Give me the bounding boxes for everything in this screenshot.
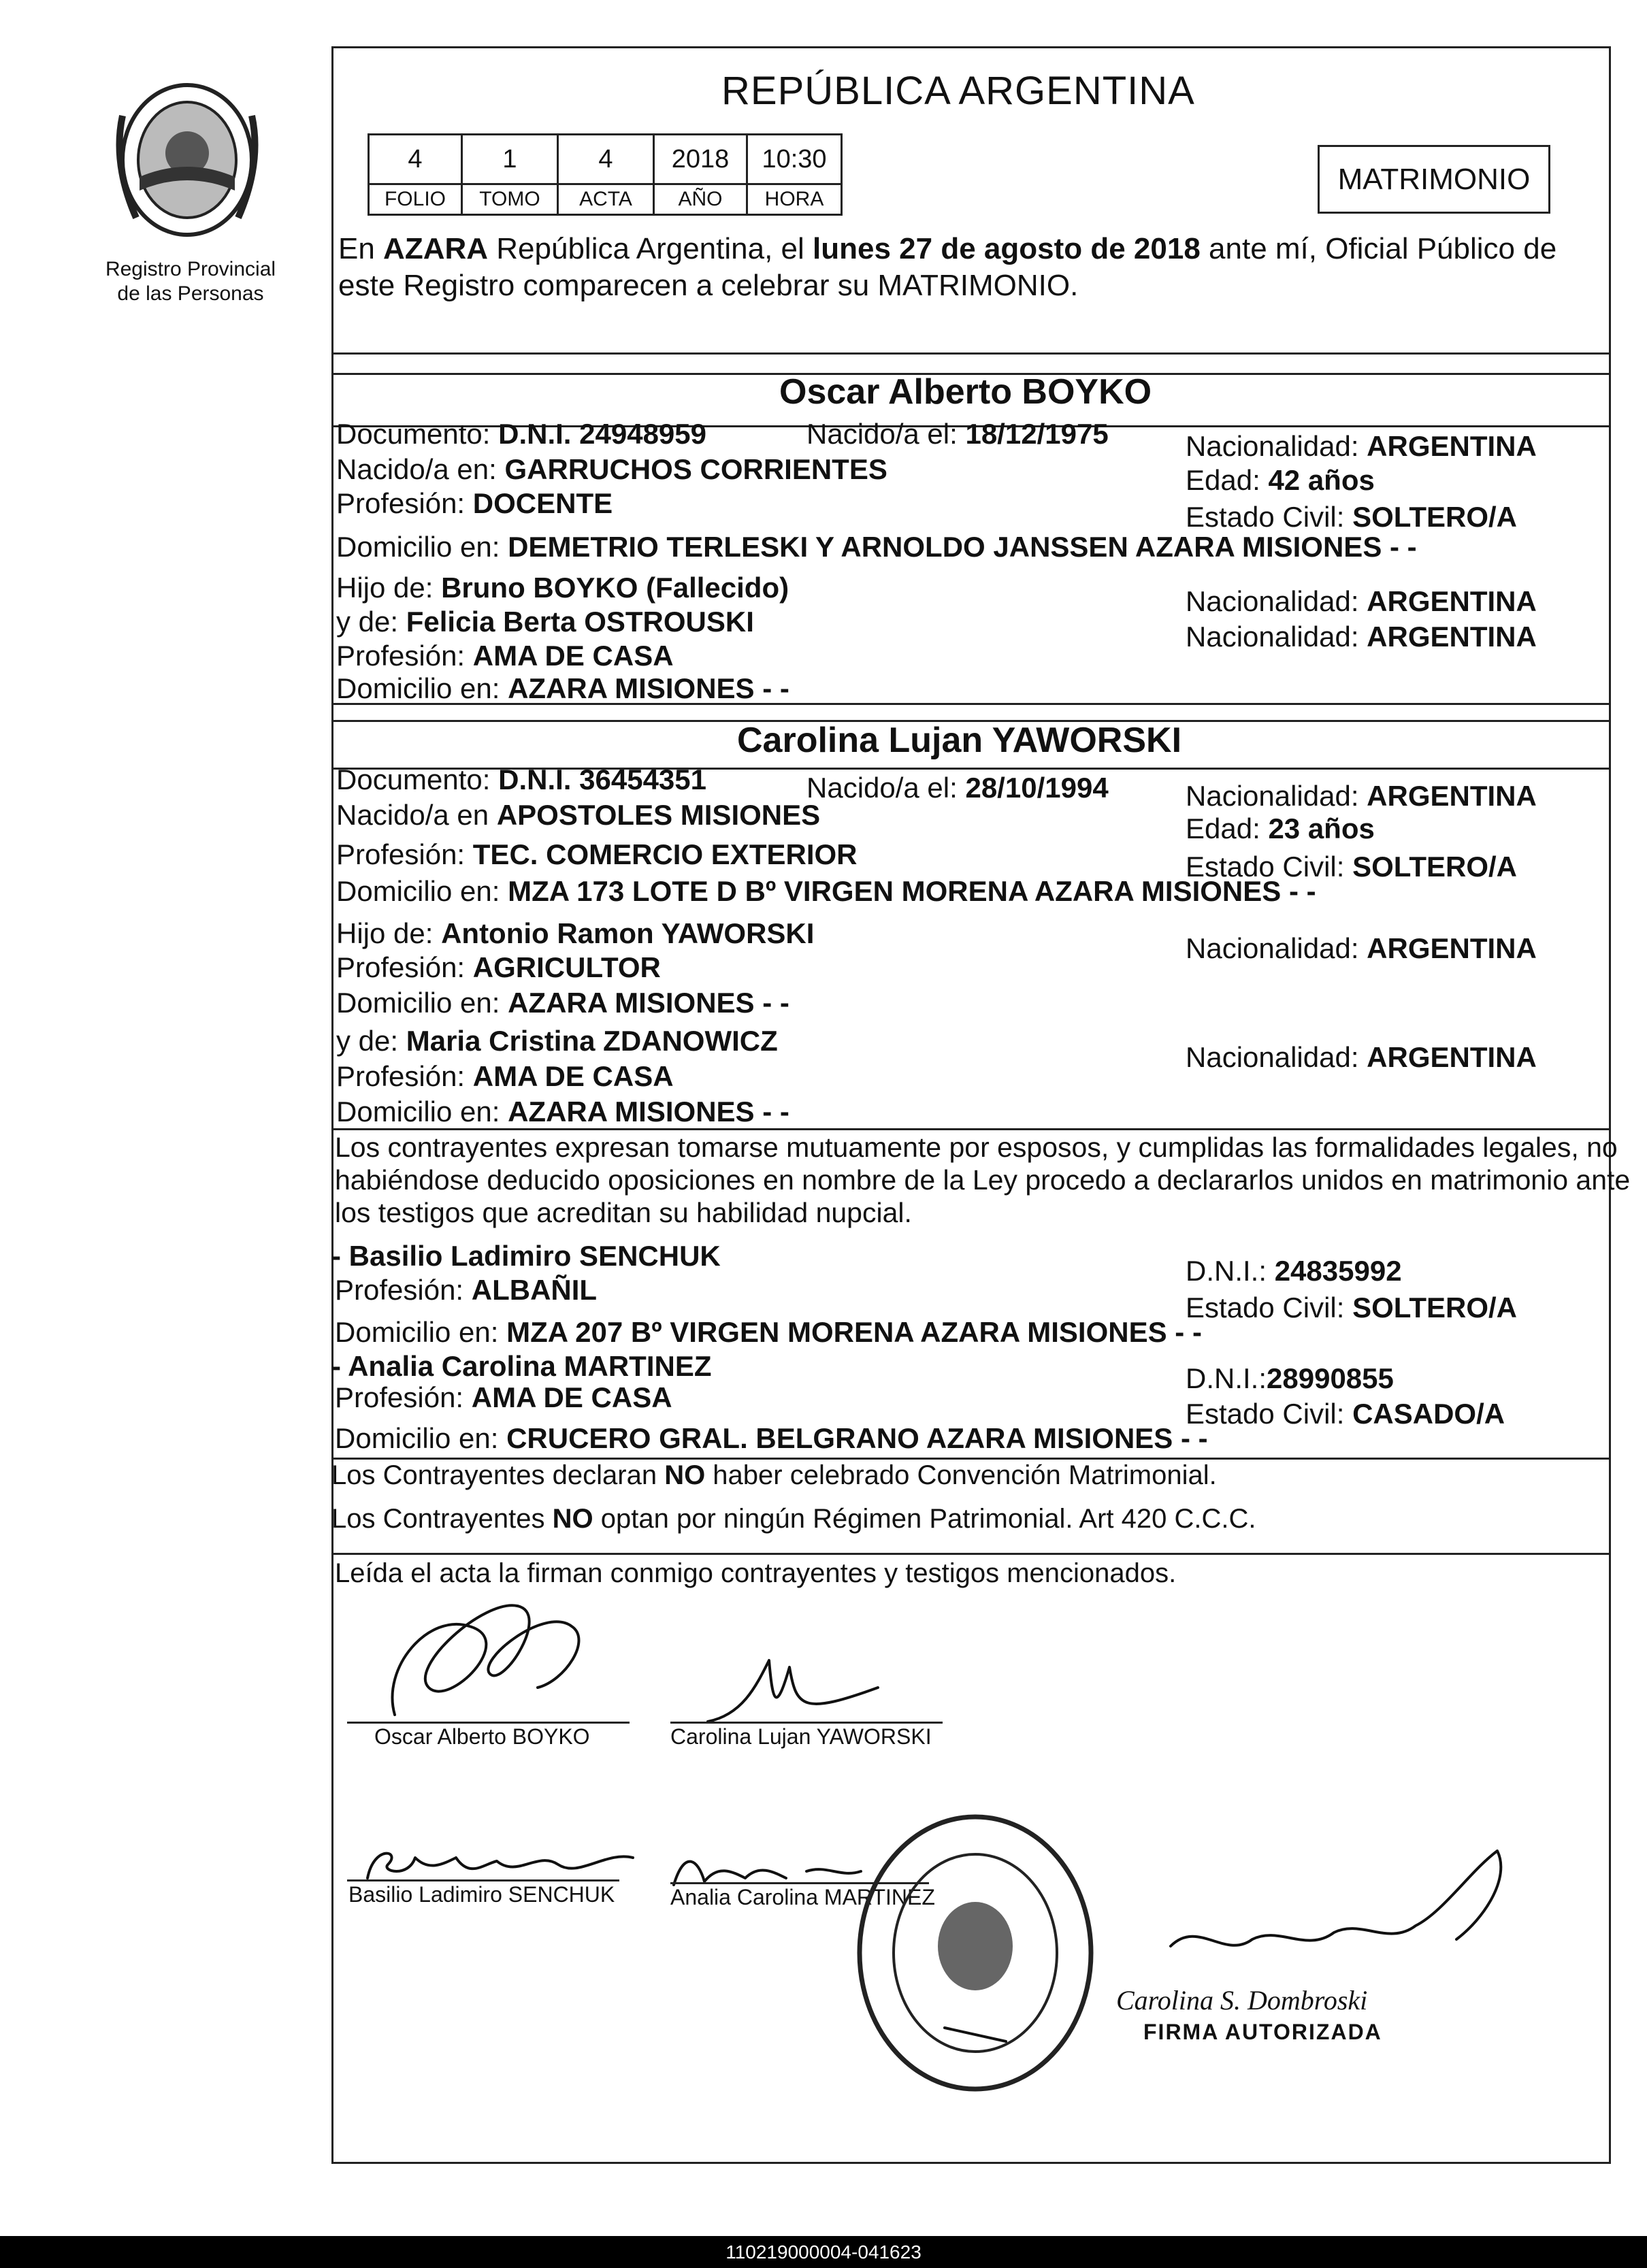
signature-oscar-boyko <box>368 1585 613 1722</box>
signature-name-basilio: Basilio Ladimiro SENCHUK <box>348 1882 615 1907</box>
field-label: Profesión: <box>335 1274 472 1306</box>
acta-value: 4 <box>558 135 654 184</box>
spouse2-name-heading: Carolina Lujan YAWORSKI <box>737 721 1182 760</box>
signature-carolina-yaworski <box>701 1647 905 1728</box>
field-value: MZA 173 LOTE D Bº VIRGEN MORENA AZARA MISIONES - - <box>508 875 1316 907</box>
witness2-civil-status <box>1186 1396 1505 1432</box>
field-value: SOLTERO/A <box>1352 1292 1517 1324</box>
statement-text: haber celebrado Convención Matrimonial. <box>705 1460 1217 1490</box>
field-label: Profesión: <box>336 1060 473 1092</box>
spouse1-document <box>336 416 706 452</box>
registry-label <box>68 257 313 306</box>
field-label: Nacionalidad: <box>1186 1041 1367 1073</box>
declaration-paragraph <box>335 1131 1630 1229</box>
field-value: APOSTOLES MISIONES <box>496 799 821 831</box>
field-value: Maria Cristina ZDANOWICZ <box>406 1025 778 1057</box>
field-value: Antonio Ramon YAWORSKI <box>441 917 815 949</box>
intro-date: lunes 27 de agosto de 2018 <box>813 232 1201 265</box>
field-value: AGRICULTOR <box>472 951 661 983</box>
folio-value: 4 <box>369 135 462 184</box>
field-label: Domicilio en: <box>336 987 508 1019</box>
spouse1-mother-profession <box>336 638 674 674</box>
registry-label-line1: Registro Provincial <box>105 258 276 280</box>
statement-no: NO <box>664 1460 706 1490</box>
spouse1-father <box>336 570 789 606</box>
field-label: Nacido/a el: <box>806 418 966 450</box>
field-value: AMA DE CASA <box>472 1060 674 1092</box>
field-label: Hijo de: <box>336 917 442 949</box>
signature-name-carolina: Carolina Lujan YAWORSKI <box>670 1724 932 1749</box>
tomo-value: 1 <box>462 135 558 184</box>
spouse2-father-profession <box>336 950 661 985</box>
field-label: Profesión: <box>335 1381 472 1413</box>
registry-label-line2: de las Personas <box>117 282 264 305</box>
field-value: 23 años <box>1268 812 1375 844</box>
statement-no: NO <box>552 1504 593 1534</box>
closing-statement: Leída el acta la firman conmigo contrayentes y testigos mencionados. <box>335 1558 1177 1588</box>
provincial-seal-emblem <box>109 75 265 252</box>
intro-line2: este Registro comparecen a celebrar su MATRIMONIO. <box>338 269 1079 302</box>
hour-value: 10:30 <box>747 135 842 184</box>
spouse2-mother-nationality <box>1186 1040 1537 1075</box>
spouse1-age <box>1186 463 1375 498</box>
spouse2-birthplace <box>336 798 820 833</box>
footer-code: 110219000004-041623 <box>0 2236 1647 2268</box>
signature-line <box>347 1879 619 1881</box>
spouse1-father-nationality <box>1186 584 1537 619</box>
spouse1-mother <box>336 604 754 640</box>
field-value: ARGENTINA <box>1367 585 1537 617</box>
witness2-name: - Analia Carolina MARTINEZ <box>331 1350 712 1382</box>
field-value: ARGENTINA <box>1367 932 1537 964</box>
field-value: D.N.I. 36454351 <box>498 763 706 795</box>
field-label: Nacionalidad: <box>1186 585 1367 617</box>
field-value: CASADO/A <box>1352 1398 1505 1430</box>
witness2-address <box>335 1421 1208 1456</box>
spouse2-mother-address <box>336 1094 789 1130</box>
field-label: Edad: <box>1186 464 1269 496</box>
spouse2-document <box>336 762 706 798</box>
field-value: AZARA MISIONES - - <box>508 987 789 1019</box>
witness1-civil-status <box>1186 1290 1517 1326</box>
field-label: Domicilio en: <box>336 1096 508 1128</box>
official-stamp <box>849 1810 1101 2096</box>
signature-name-analia: Analia Carolina MARTINEZ <box>670 1885 935 1909</box>
witness2-profession <box>335 1380 672 1415</box>
spouse2-father-address <box>336 985 789 1021</box>
statement-text: Los Contrayentes <box>331 1504 553 1534</box>
field-label: Nacionalidad: <box>1186 621 1367 653</box>
field-value: AMA DE CASA <box>471 1381 672 1413</box>
witness1-name: - Basilio Ladimiro SENCHUK <box>331 1240 721 1272</box>
field-label: Profesión: <box>336 838 473 870</box>
document-type-box: MATRIMONIO <box>1318 145 1550 214</box>
field-label: Profesión: <box>336 487 473 519</box>
field-label: Estado Civil: <box>1186 1398 1353 1430</box>
declaration-line: los testigos que acreditan su habilidad nupcial. <box>335 1197 912 1228</box>
spouse1-mother-nationality <box>1186 619 1537 655</box>
spouse2-father <box>336 916 814 951</box>
field-label: Nacido/a en: <box>336 453 505 485</box>
field-value: ARGENTINA <box>1367 621 1537 653</box>
spouse1-birthplace <box>336 452 887 487</box>
witness1-dni <box>1186 1253 1402 1289</box>
field-value: 28990855 <box>1267 1362 1394 1394</box>
field-label: Nacionalidad: <box>1186 780 1367 812</box>
field-label: y de: <box>336 1025 406 1057</box>
official-title-stamp: FIRMA AUTORIZADA <box>1143 2020 1382 2044</box>
intro-text: República Argentina, el <box>488 232 813 265</box>
field-label: Estado Civil: <box>1186 501 1353 533</box>
spouse2-born-date <box>806 770 1109 806</box>
field-label: D.N.I.: <box>1186 1255 1275 1287</box>
field-value: TEC. COMERCIO EXTERIOR <box>472 838 858 870</box>
signature-name-oscar: Oscar Alberto BOYKO <box>374 1724 590 1749</box>
spouse2-father-nationality <box>1186 931 1537 966</box>
spouse1-address <box>336 529 1417 565</box>
field-label: Nacionalidad: <box>1186 430 1367 462</box>
field-label: Profesión: <box>336 640 473 672</box>
field-label: Nacionalidad: <box>1186 932 1367 964</box>
field-value: AZARA MISIONES - - <box>508 672 789 704</box>
field-label: y de: <box>336 606 406 638</box>
field-label: Domicilio en: <box>336 531 508 563</box>
signature-line <box>670 1722 943 1724</box>
witness1-profession <box>335 1272 597 1308</box>
year-value: 2018 <box>654 135 747 184</box>
divider <box>331 1553 1611 1555</box>
tomo-label: TOMO <box>462 184 558 215</box>
field-value: ARGENTINA <box>1367 780 1537 812</box>
field-label: Domicilio en: <box>336 875 508 907</box>
acta-label: ACTA <box>558 184 654 215</box>
field-label: Documento: <box>336 418 499 450</box>
field-label: Hijo de: <box>336 572 442 604</box>
intro-city: AZARA <box>383 232 489 265</box>
spouse1-born-date <box>806 416 1109 452</box>
spouse2-age <box>1186 811 1375 847</box>
field-value: DEMETRIO TERLESKI Y ARNOLDO JANSSEN AZARA MISIONES - - <box>508 531 1417 563</box>
field-value: 24835992 <box>1274 1255 1402 1287</box>
spouse2-address <box>336 874 1316 909</box>
regime-statement <box>331 1501 1256 1536</box>
field-value: AMA DE CASA <box>472 640 674 672</box>
field-value: CRUCERO GRAL. BELGRANO AZARA MISIONES - - <box>506 1422 1208 1454</box>
field-label: Domicilio en: <box>335 1316 507 1348</box>
declaration-line: habiéndose deducido oposiciones en nombre de la Ley procedo a declararlos unidos en matrimonio ante <box>335 1164 1631 1196</box>
field-label: Estado Civil: <box>1186 851 1353 883</box>
field-value: MZA 207 Bº VIRGEN MORENA AZARA MISIONES - - <box>506 1316 1202 1348</box>
field-value: ARGENTINA <box>1367 430 1537 462</box>
field-value: DOCENTE <box>472 487 613 519</box>
field-label: Nacido/a en <box>336 799 497 831</box>
field-value: Bruno BOYKO (Fallecido) <box>441 572 789 604</box>
declaration-line: Los contrayentes expresan tomarse mutuamente por esposos, y cumplidas las formalidades legales, no <box>335 1132 1618 1163</box>
spouse2-mother-profession <box>336 1059 674 1094</box>
folio-label: FOLIO <box>369 184 462 215</box>
field-value: SOLTERO/A <box>1352 501 1517 533</box>
field-value: Felicia Berta OSTROUSKI <box>406 606 754 638</box>
witness1-address <box>335 1315 1202 1350</box>
field-label: Domicilio en: <box>335 1422 507 1454</box>
spouse2-profession <box>336 837 857 872</box>
field-value: GARRUCHOS CORRIENTES <box>504 453 887 485</box>
field-label: Domicilio en: <box>336 672 508 704</box>
field-label: Profesión: <box>336 951 473 983</box>
witness2-dni <box>1186 1361 1394 1396</box>
spouse1-name-heading: Oscar Alberto BOYKO <box>779 372 1152 412</box>
statement-text: optan por ningún Régimen Patrimonial. Art 420 C.C.C. <box>593 1504 1256 1534</box>
official-name-stamp: Carolina S. Dombroski <box>1116 1985 1368 2016</box>
spouse1-profession <box>336 486 613 521</box>
folio-table <box>368 133 843 216</box>
field-label: Edad: <box>1186 812 1269 844</box>
field-value: 18/12/1975 <box>965 418 1109 450</box>
field-label: Documento: <box>336 763 499 795</box>
hour-label: HORA <box>747 184 842 215</box>
field-value: ALBAÑIL <box>471 1274 598 1306</box>
field-value: AZARA MISIONES - - <box>508 1096 789 1128</box>
field-value: 42 años <box>1268 464 1375 496</box>
field-value: SOLTERO/A <box>1352 851 1517 883</box>
spouse2-nationality <box>1186 778 1537 814</box>
convention-statement <box>331 1458 1217 1493</box>
field-label: Estado Civil: <box>1186 1292 1353 1324</box>
spouse2-mother <box>336 1023 778 1059</box>
divider <box>331 352 1611 355</box>
signature-official <box>1157 1837 1565 2001</box>
spouse1-parents-address <box>336 671 789 706</box>
year-label: AÑO <box>654 184 747 215</box>
document-title: REPÚBLICA ARGENTINA <box>721 69 1195 113</box>
signature-line <box>347 1722 630 1724</box>
statement-text: Los Contrayentes declaran <box>331 1460 665 1490</box>
intro-text: ante mí, Oficial Público de <box>1200 232 1557 265</box>
field-label: Nacido/a el: <box>806 772 966 804</box>
field-value: 28/10/1994 <box>965 772 1109 804</box>
intro-text: En <box>338 232 384 265</box>
spouse1-nationality <box>1186 429 1537 464</box>
field-value: D.N.I. 24948959 <box>498 418 706 450</box>
intro-line1 <box>338 231 1556 267</box>
field-value: ARGENTINA <box>1367 1041 1537 1073</box>
field-label: D.N.I.: <box>1186 1362 1267 1394</box>
